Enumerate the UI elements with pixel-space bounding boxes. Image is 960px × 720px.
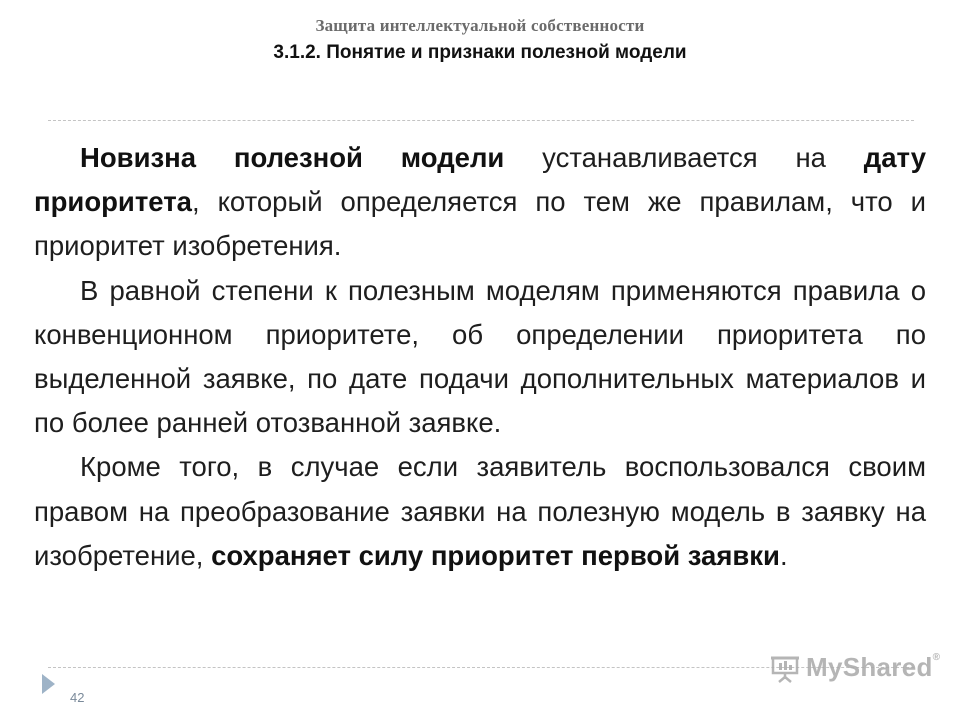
slide-header [0,16,960,64]
watermark-text [806,652,940,683]
slide-body [34,136,926,578]
paragraph-priority-rules [34,269,926,446]
text-run: В равной степени к полезным моделям применяются правила о конвенционном приоритете, об определении приоритета по выделенной заявке, по дате подачи дополнительных материалов и по более ранней отозванной заявке. [34,274,926,439]
presentation-board-icon [770,655,800,681]
text-run: Новизна полезной модели [80,142,505,173]
text-run: Кроме того, в случае если заявитель воспользовался своим правом на преобразование заявки на полезную модель в заявку на изобретение, [34,451,926,571]
text-run: . [779,539,788,571]
watermark-label: MyShared [806,652,933,682]
watermark [770,652,940,683]
text-run: , который определяется по тем же правилам, что и приоритет изобретения. [34,186,926,262]
text-run: дату приоритета [34,142,926,218]
triangle-bullet-icon [42,674,55,694]
top-divider [48,120,914,121]
registered-mark: ® [932,652,941,663]
slide-number: 42 [70,690,85,705]
section-title: 3.1.2. Понятие и признаки полезной модели [273,42,687,63]
paragraph-conversion [34,445,926,578]
text-run: устанавливается на [504,142,864,173]
course-title: Защита интеллектуальной собственности [315,16,645,35]
text-run: сохраняет силу приоритет первой заявки [211,539,780,571]
paragraph-novelty [34,136,926,269]
